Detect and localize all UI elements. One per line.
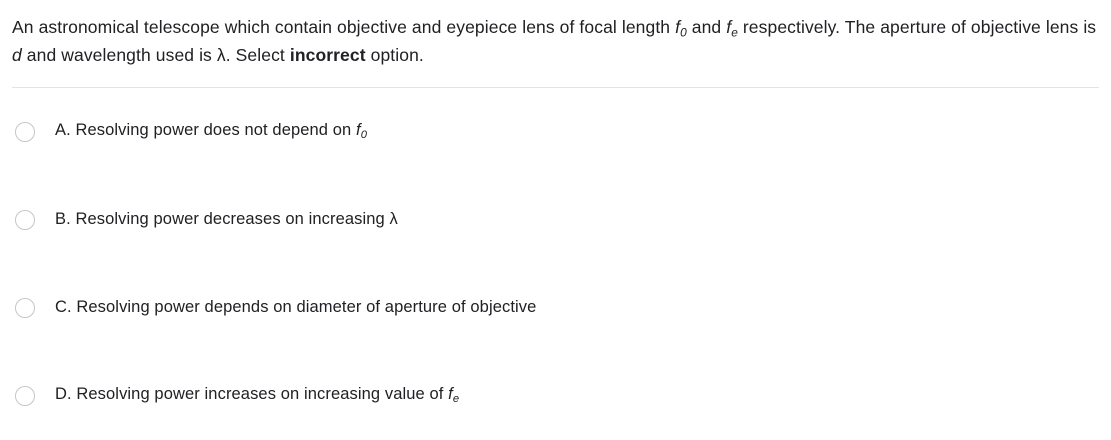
question-text [0, 0, 1111, 69]
question-segment-3: respectively. The [737, 17, 876, 37]
symbol-f: f [726, 17, 732, 37]
option-row-d[interactable] [12, 352, 1099, 440]
option-label-a [55, 119, 367, 144]
option-radio-a[interactable] [15, 122, 35, 142]
symbol-focal-objective [356, 121, 368, 142]
option-label-d [55, 383, 459, 408]
symbol-focal-objective [675, 17, 687, 40]
symbol-f-subscript: e [452, 393, 460, 406]
option-row-a[interactable] [12, 88, 1099, 176]
option-row-b[interactable] [12, 176, 1099, 264]
option-label-c [55, 296, 536, 319]
option-text-b: B. Resolving power decreases on increasing λ [55, 210, 398, 229]
options-list [0, 88, 1111, 440]
option-row-c[interactable] [12, 264, 1099, 352]
question-segment-5: and wavelength used is λ. Select [21, 44, 290, 65]
question-segment-6: option. [365, 44, 424, 65]
symbol-aperture-d: d [12, 44, 22, 65]
symbol-f-subscript: e [731, 25, 738, 40]
option-radio-b[interactable] [15, 210, 35, 230]
option-text-d: D. Resolving power increases on increasing value of [55, 385, 449, 404]
question-segment-4: aperture of objective lens is [880, 17, 1097, 37]
option-text-c: C. Resolving power depends on diameter of aperture of objective [55, 298, 537, 317]
option-label-b [55, 208, 398, 231]
question-segment-1: An astronomical telescope which contain objective and eyepiece lens of focal length [12, 17, 676, 37]
symbol-focal-eyepiece [726, 17, 738, 40]
question-segment-2: and [686, 17, 727, 37]
symbol-f: f [356, 121, 361, 140]
option-text-a: A. Resolving power does not depend on [55, 121, 357, 140]
symbol-f-subscript: 0 [360, 129, 368, 142]
option-radio-d[interactable] [15, 386, 35, 406]
symbol-f: f [448, 385, 453, 404]
symbol-f-subscript: 0 [680, 25, 687, 40]
symbol-f: f [675, 17, 681, 37]
symbol-focal-eyepiece [448, 385, 460, 406]
option-radio-c[interactable] [15, 298, 35, 318]
question-emphasis-incorrect: incorrect [289, 44, 366, 65]
